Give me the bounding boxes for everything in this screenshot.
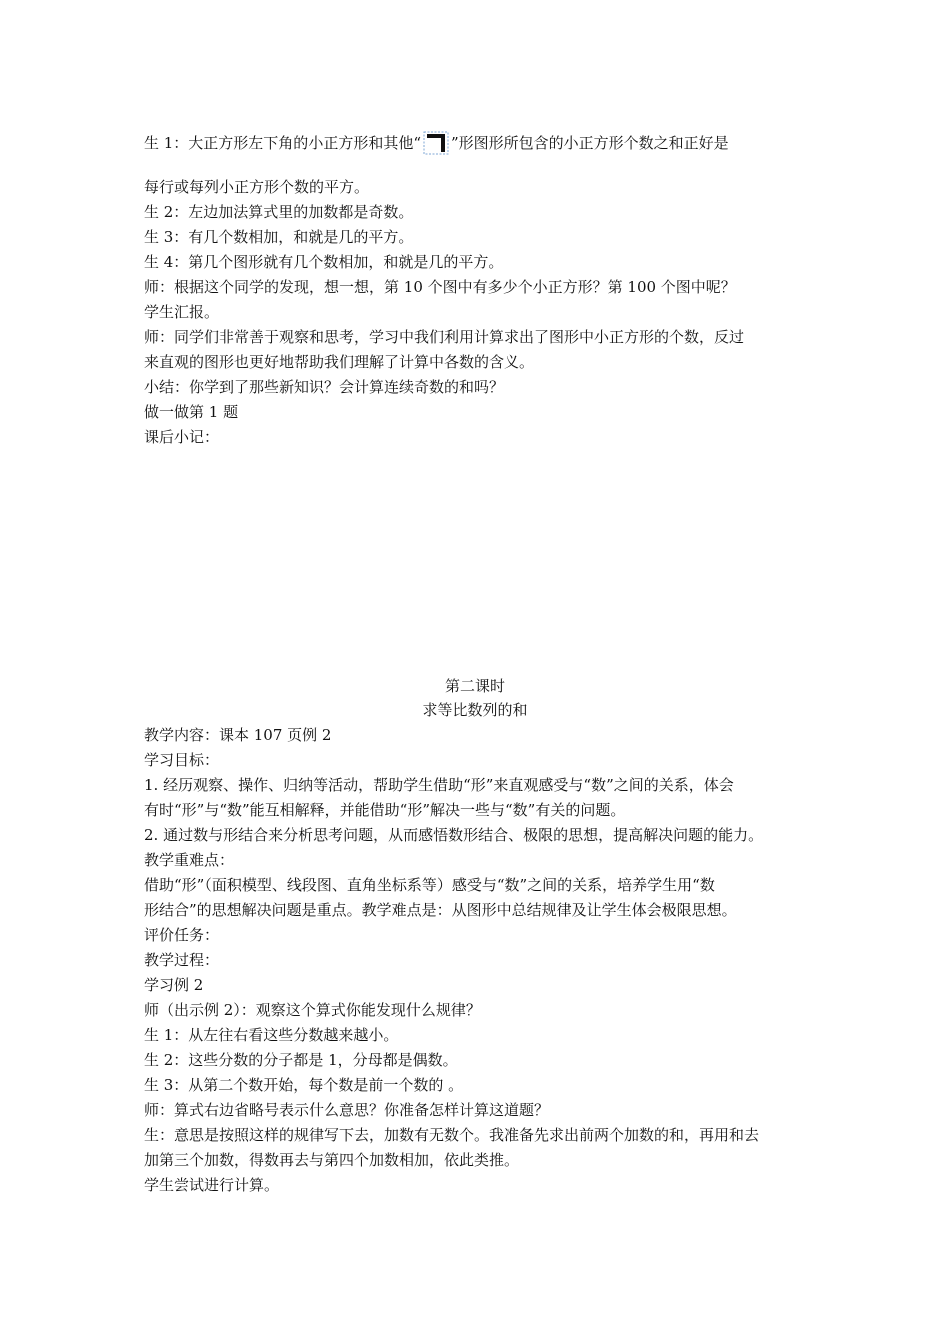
- paragraph-line-7: 学生汇报。: [144, 303, 220, 321]
- l-shaped-square-icon: [423, 131, 449, 155]
- body-line: 加第三个加数，得数再去与第四个加数相加，依此类推。: [144, 1151, 520, 1169]
- body-line: 学生尝试进行计算。: [144, 1176, 280, 1194]
- paragraph-line-5: 生 4：第几个图形就有几个数相加，和就是几的平方。: [144, 253, 504, 271]
- body-line: 教学内容：课本 107 页例 2: [144, 726, 332, 744]
- section-subtitle: 求等比数列的和: [422, 701, 528, 719]
- paragraph-line-12: 课后小记：: [144, 428, 220, 446]
- body-line: 学习例 2: [144, 976, 204, 994]
- paragraph-line-1: [144, 131, 814, 155]
- body-line: 生 3：从第二个数开始，每个数是前一个数的 。: [144, 1076, 464, 1094]
- body-line: 教学过程：: [144, 951, 220, 969]
- paragraph-line-9: 来直观的图形也更好地帮助我们理解了计算中各数的含义。: [144, 353, 535, 371]
- body-line: 形结合”的思想解决问题是重点。教学难点是：从图形中总结规律及让学生体会极限思想。: [144, 901, 737, 919]
- body-line: 学习目标：: [144, 751, 220, 769]
- paragraph-line-4: 生 3：有几个数相加，和就是几的平方。: [144, 228, 414, 246]
- paragraph-line-6: 师：根据这个同学的发现，想一想，第 10 个图中有多少个小正方形？第 100 个图中呢？: [144, 278, 736, 296]
- section-title: 第二课时: [444, 677, 505, 695]
- paragraph-line-11: 做一做第 1 题: [144, 403, 239, 421]
- line1-text-a: 生 1：大正方形左下角的小正方形和其他“: [144, 134, 421, 152]
- paragraph-line-2: 每行或每列小正方形个数的平方。: [144, 178, 370, 196]
- body-line: 生 2：这些分数的分子都是 1，分母都是偶数。: [144, 1051, 458, 1069]
- line1-text-b: ”形图形所包含的小正方形个数之和正好是: [450, 134, 729, 152]
- body-line: 2. 通过数与形结合来分析思考问题，从而感悟数形结合、极限的思想，提高解决问题的能力。: [144, 826, 764, 844]
- body-line: 生：意思是按照这样的规律写下去，加数有无数个。我准备先求出前两个加数的和，再用和去: [144, 1126, 760, 1144]
- paragraph-line-3: 生 2：左边加法算式里的加数都是奇数。: [144, 203, 414, 221]
- body-line: 1. 经历观察、操作、归纳等活动，帮助学生借助“形”来直观感受与“数”之间的关系，体会: [144, 776, 734, 794]
- paragraph-line-10: 小结：你学到了那些新知识？会计算连续奇数的和吗？: [144, 378, 505, 396]
- body-line: 师（出示例 2）：观察这个算式你能发现什么规律？: [144, 1001, 481, 1019]
- body-line: 师：算式右边省略号表示什么意思？你准备怎样计算这道题？: [144, 1101, 550, 1119]
- paragraph-line-8: 师：同学们非常善于观察和思考，学习中我们利用计算求出了图形中小正方形的个数，反过: [144, 328, 745, 346]
- body-line: 借助“形”（面积模型、线段图、直角坐标系等）感受与“数”之间的关系，培养学生用“数: [144, 876, 715, 894]
- body-line: 评价任务：: [144, 926, 220, 944]
- body-line: 生 1：从左往右看这些分数越来越小。: [144, 1026, 399, 1044]
- body-line: 有时“形”与“数”能互相解释，并能借助“形”解决一些与“数”有关的问题。: [144, 801, 626, 819]
- body-line: 教学重难点：: [144, 851, 235, 869]
